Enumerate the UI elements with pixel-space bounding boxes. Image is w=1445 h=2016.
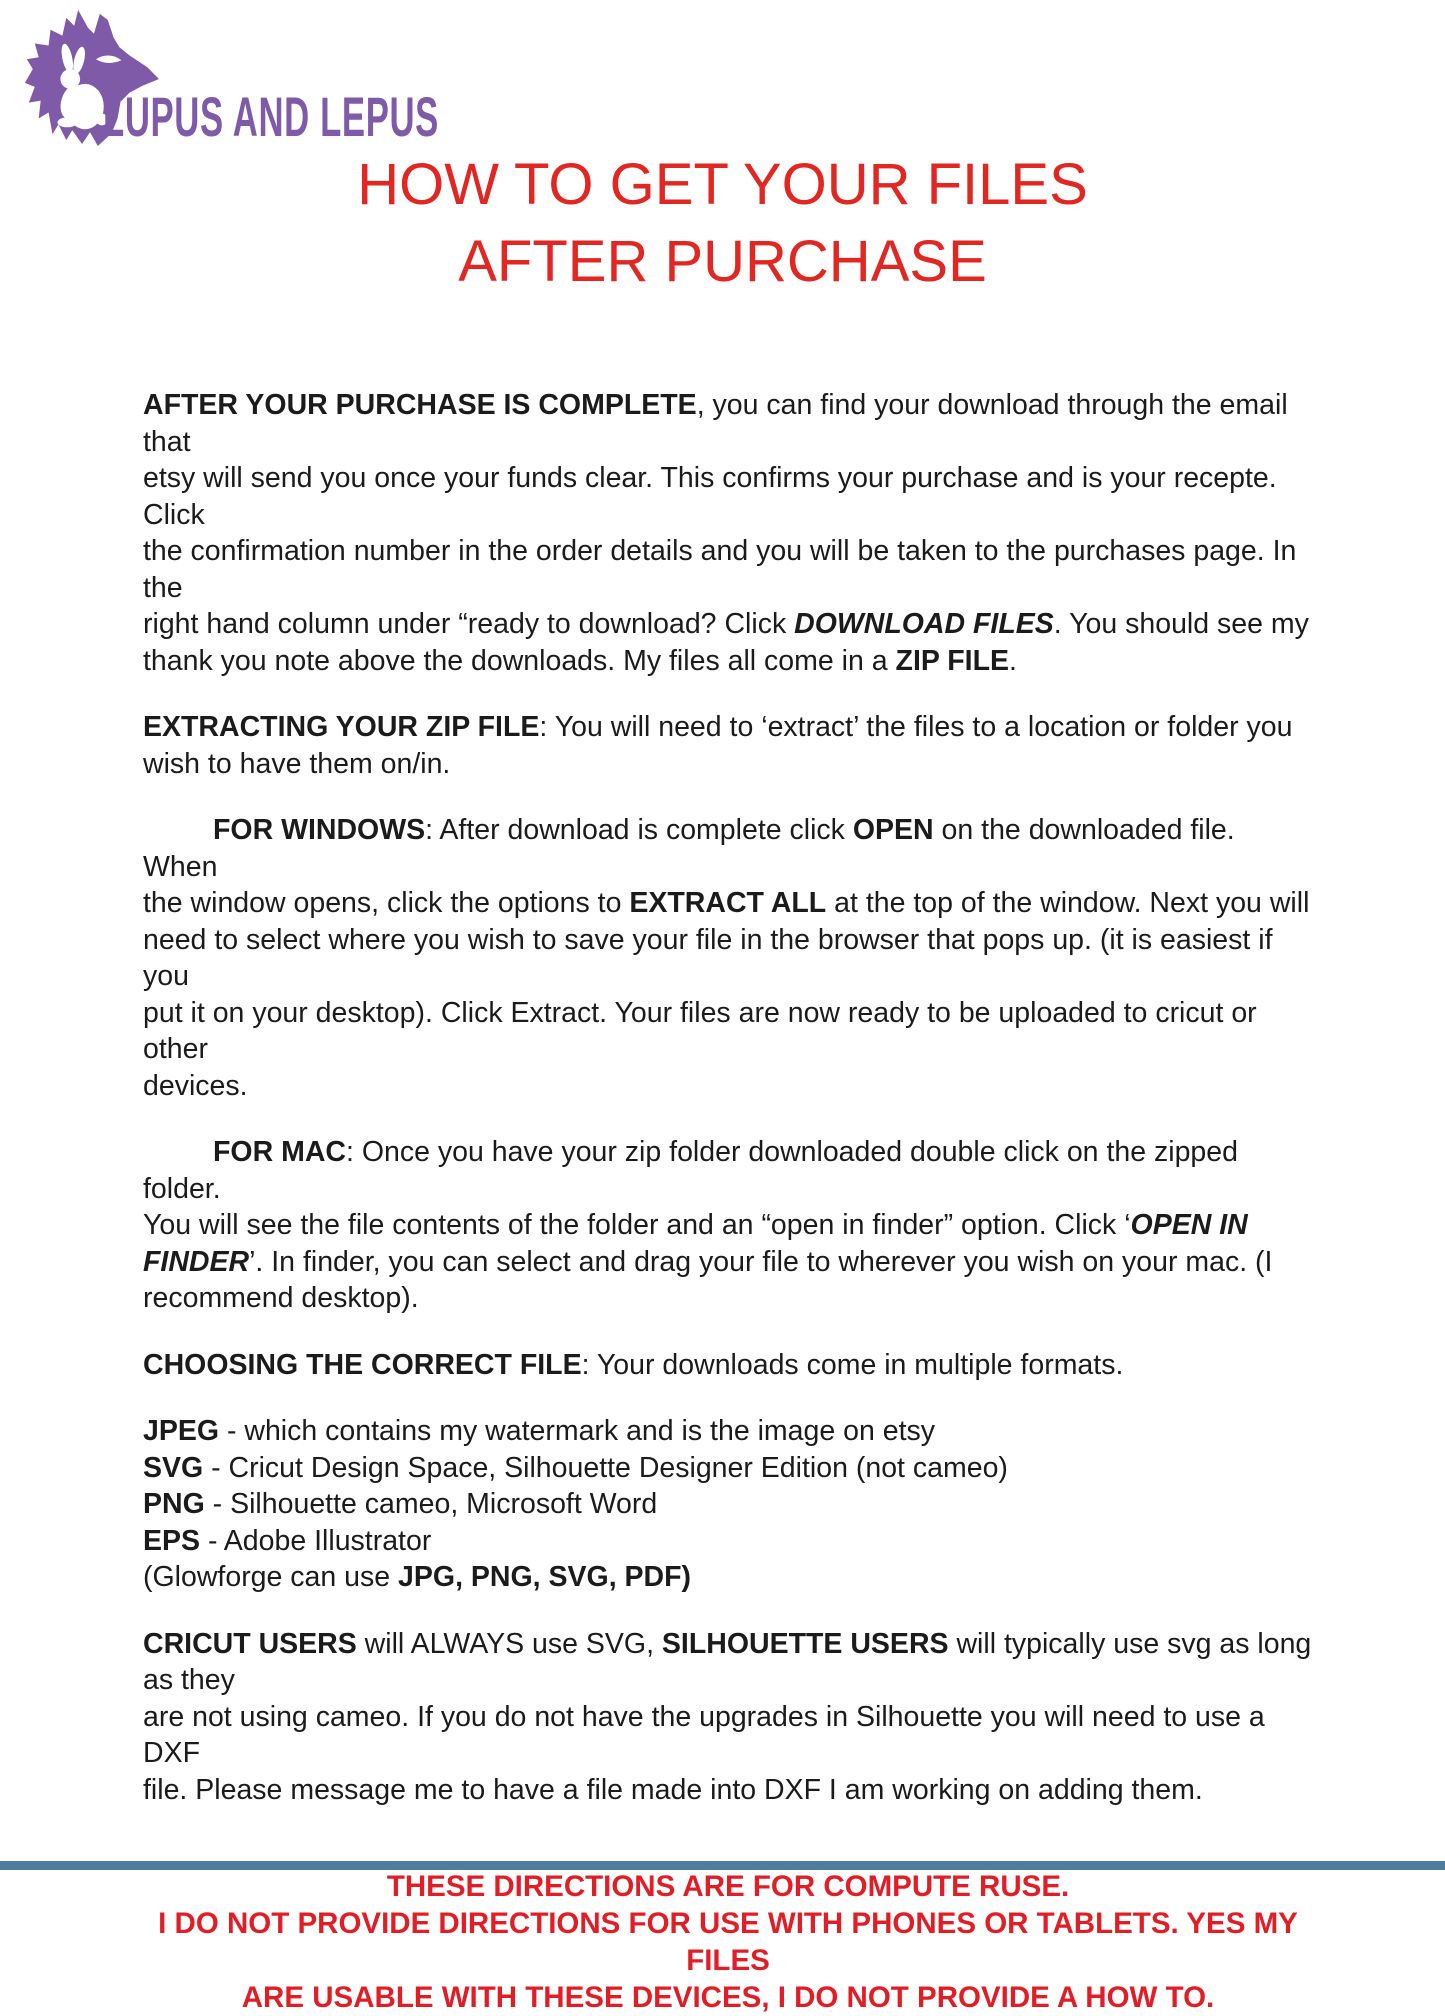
- brand-name: LUPUS AND LEPUS: [103, 85, 439, 148]
- text-run: , you can find your download through the email that: [143, 389, 1288, 458]
- text-run: - Cricut Design Space, Silhouette Designer Edition (not cameo): [203, 1451, 1008, 1484]
- text-run: ’. In finder, you can select and drag your file to wherever you wish on your mac. (I: [249, 1245, 1273, 1278]
- text-run: will ALWAYS use SVG,: [356, 1627, 662, 1660]
- text-run: You will see the file contents of the folder and an “open in finder” option. Click ‘: [143, 1209, 1131, 1241]
- text-run: put it on your desktop). Click Extract. Your files are now ready to be uploaded to cricut or other: [143, 996, 1257, 1065]
- page-title-line-2: AFTER PURCHASE: [458, 229, 987, 294]
- text-run: right hand column under “ready to download? Click: [143, 608, 795, 640]
- text-run: CRICUT USERS: [143, 1627, 357, 1660]
- text-run: - Adobe Illustrator: [200, 1524, 432, 1557]
- notice-line: I DO NOT PROVIDE DIRECTIONS FOR USE WITH PHONES OR TABLETS. YES MY FILES: [158, 1907, 1298, 1977]
- text-run: wish to have them on/in.: [143, 747, 451, 780]
- text-run: OPEN IN: [1130, 1209, 1248, 1241]
- text-run: EXTRACTING YOUR ZIP FILE: [143, 711, 540, 743]
- text-run: thank you note above the downloads. My files all come in a: [143, 644, 896, 677]
- text-run: : Your downloads come in multiple formats.: [581, 1348, 1124, 1381]
- bottom-accent-bar: [0, 1861, 1445, 1870]
- text-run: on the downloaded file. When: [143, 814, 1235, 883]
- body-content: [143, 387, 1313, 2016]
- paragraph-after-purchase: [143, 387, 1313, 679]
- text-run: DOWNLOAD FILES: [794, 608, 1054, 640]
- text-run: will typically use svg as long as they: [143, 1627, 1312, 1696]
- page-title: [0, 146, 1445, 300]
- text-run: OPEN: [852, 814, 934, 846]
- paragraph-cricut-users: [143, 1626, 1313, 1809]
- paragraph-choosing-file: [143, 1347, 1313, 1384]
- text-run: file. Please message me to have a file made into DXF I am working on adding them.: [143, 1773, 1203, 1806]
- text-run: at the top of the window. Next you will: [826, 887, 1310, 919]
- text-run: . You should see my: [1053, 608, 1309, 640]
- text-run: SILHOUETTE USERS: [661, 1627, 949, 1660]
- text-run: etsy will send you once your funds clear. This confirms your purchase and is your recepte. Click: [143, 462, 1277, 531]
- text-run: the window opens, click the options to: [143, 887, 630, 919]
- text-run: PNG: [143, 1488, 205, 1520]
- text-run: JPEG: [143, 1415, 220, 1447]
- text-run: : Once you have your zip folder downloaded double click on the zipped folder.: [143, 1136, 1238, 1205]
- text-run: the confirmation number in the order details and you will be taken to the purchases page. In the: [143, 535, 1297, 604]
- notice-line: ARE USABLE WITH THESE DEVICES, I DO NOT PROVIDE A HOW TO.: [241, 1981, 1215, 2014]
- text-run: EPS: [143, 1524, 201, 1557]
- text-run: AFTER YOUR PURCHASE IS COMPLETE: [143, 389, 697, 421]
- text-run: recommend desktop).: [143, 1282, 419, 1314]
- text-run: (Glowforge can use: [143, 1561, 399, 1593]
- text-run: are not using cameo. If you do not have the upgrades in Silhouette you will need to use a DXF: [143, 1700, 1265, 1769]
- text-run: devices.: [143, 1069, 248, 1102]
- page-title-line-1: HOW TO GET YOUR FILES: [357, 152, 1088, 217]
- paragraph-format-list: [143, 1413, 1313, 1596]
- text-run: : You will need to ‘extract’ the files to a location or folder you: [539, 711, 1293, 743]
- text-run: FINDER: [143, 1245, 250, 1278]
- text-run: - Silhouette cameo, Microsoft Word: [204, 1488, 658, 1520]
- text-run: JPG, PNG, SVG, PDF): [398, 1561, 692, 1593]
- text-run: - which contains my watermark and is the image on etsy: [219, 1415, 936, 1447]
- text-run: CHOOSING THE CORRECT FILE: [143, 1348, 582, 1381]
- paragraph-extracting-zip: [143, 709, 1313, 782]
- paragraph-for-windows: [143, 812, 1313, 1104]
- text-run: EXTRACT ALL: [629, 887, 827, 919]
- text-run: ZIP FILE: [895, 644, 1010, 677]
- text-run: .: [1009, 644, 1017, 677]
- device-notice: [143, 1868, 1313, 2016]
- text-run: SVG: [143, 1451, 204, 1484]
- text-run: FOR MAC: [213, 1136, 346, 1168]
- notice-line: THESE DIRECTIONS ARE FOR COMPUTE RUSE.: [386, 1870, 1070, 1903]
- text-run: FOR WINDOWS: [213, 814, 426, 846]
- text-run: : After download is complete click: [425, 814, 853, 846]
- text-run: need to select where you wish to save your file in the browser that pops up. (it is easiest if you: [143, 923, 1273, 992]
- paragraph-for-mac: [143, 1134, 1313, 1317]
